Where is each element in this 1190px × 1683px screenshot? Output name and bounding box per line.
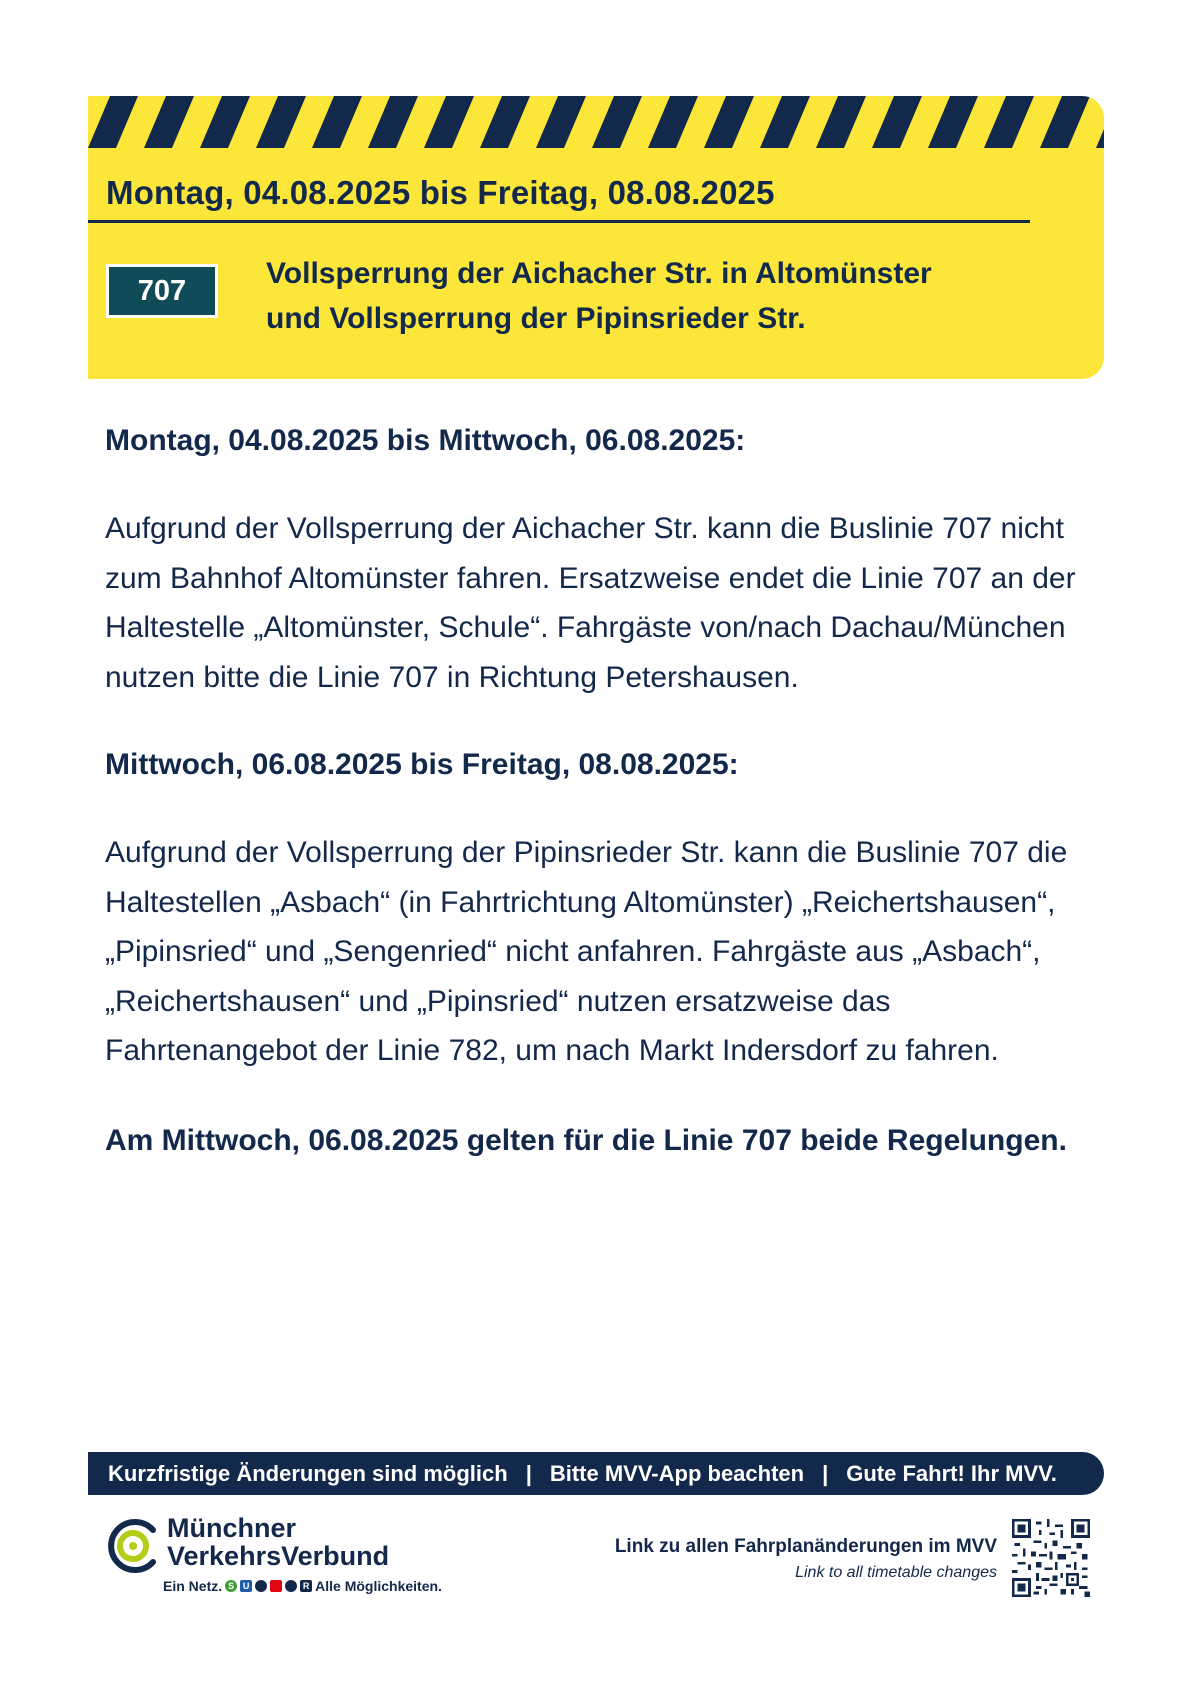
footer-separator: | <box>525 1460 532 1486</box>
footer-item-app: Bitte MVV-App beachten <box>549 1460 805 1486</box>
combined-rule-note: Am Mittwoch, 06.08.2025 gelten für die Linie 707 beide Regelungen. <box>105 1123 1067 1157</box>
footer-item-greeting: Gute Fahrt! Ihr MVV. <box>846 1460 1057 1486</box>
logo-name-line1: Münchner <box>167 1513 297 1543</box>
banner-divider <box>88 220 1030 223</box>
banner-title-line2: und Vollsperrung der Pipinsrieder Str. <box>266 302 806 335</box>
logo-tagline <box>163 1578 442 1594</box>
footer-separator: | <box>822 1460 829 1486</box>
s-bahn-icon: S <box>225 1580 237 1592</box>
tagline-start: Ein Netz. <box>163 1578 223 1594</box>
logo-name-line2: VerkehrsVerbund <box>167 1541 390 1571</box>
mvv-logo <box>105 1514 525 1604</box>
qr-code-icon[interactable] <box>1012 1519 1090 1597</box>
notice-banner <box>88 96 1104 379</box>
section-1-text: Aufgrund der Vollsperrung der Aichacher Str. kann die Buslinie 707 nicht zum Bahnhof Altomünster fahren. Ersatzweise endet die Linie 707 an der Haltestelle „Altomünster, Schule“. Fahrgäste von/nach Dachau/München nutzen bitte die Linie 707 in Richtung Petershausen. <box>105 512 1076 694</box>
qr-caption <box>615 1536 997 1582</box>
regional-train-icon <box>270 1580 282 1592</box>
footer-bar <box>88 1452 1104 1495</box>
hazard-stripes <box>88 96 1104 148</box>
banner-title-line1: Vollsperrung der Aichacher Str. in Altomünster <box>266 257 932 290</box>
section-2-heading: Mittwoch, 06.08.2025 bis Freitag, 08.08.2025: <box>105 748 739 781</box>
u-bahn-icon: U <box>240 1580 252 1592</box>
mvv-logo-icon <box>107 1518 159 1574</box>
line-badge: 707 <box>106 264 218 318</box>
logo-wordmark <box>167 1514 389 1570</box>
footer-item-changes: Kurzfristige Änderungen sind möglich <box>108 1460 508 1486</box>
banner-title <box>266 251 1066 341</box>
tagline-end: Alle Möglichkeiten. <box>315 1578 442 1594</box>
section-2-text: Aufgrund der Vollsperrung der Pipinsrieder Str. kann die Buslinie 707 die Haltestellen „Asbach“ (in Fahrtrichtung Altomünster) „Reichertshausen“, „Pipinsried“ und „Sengenried“ nicht anfahren. Fahrgäste aus „Asbach“, „Reichertshausen“ und „Pipinsried“ nutzen ersatzweise das Fahrtenangebot der Linie 782, um nach Markt Indersdorf zu fahren. <box>105 836 1068 1067</box>
banner-date-range: Montag, 04.08.2025 bis Freitag, 08.08.2025 <box>106 174 775 211</box>
qr-title: Link zu allen Fahrplanänderungen im MVV <box>614 1536 997 1557</box>
bus-icon <box>285 1580 297 1592</box>
rufbus-icon: R <box>300 1580 312 1592</box>
qr-subtitle: Link to all timetable changes <box>795 1564 997 1581</box>
tram-icon <box>255 1580 267 1592</box>
section-1-heading: Montag, 04.08.2025 bis Mittwoch, 06.08.2025: <box>105 424 746 457</box>
notice-content <box>105 418 1095 1165</box>
